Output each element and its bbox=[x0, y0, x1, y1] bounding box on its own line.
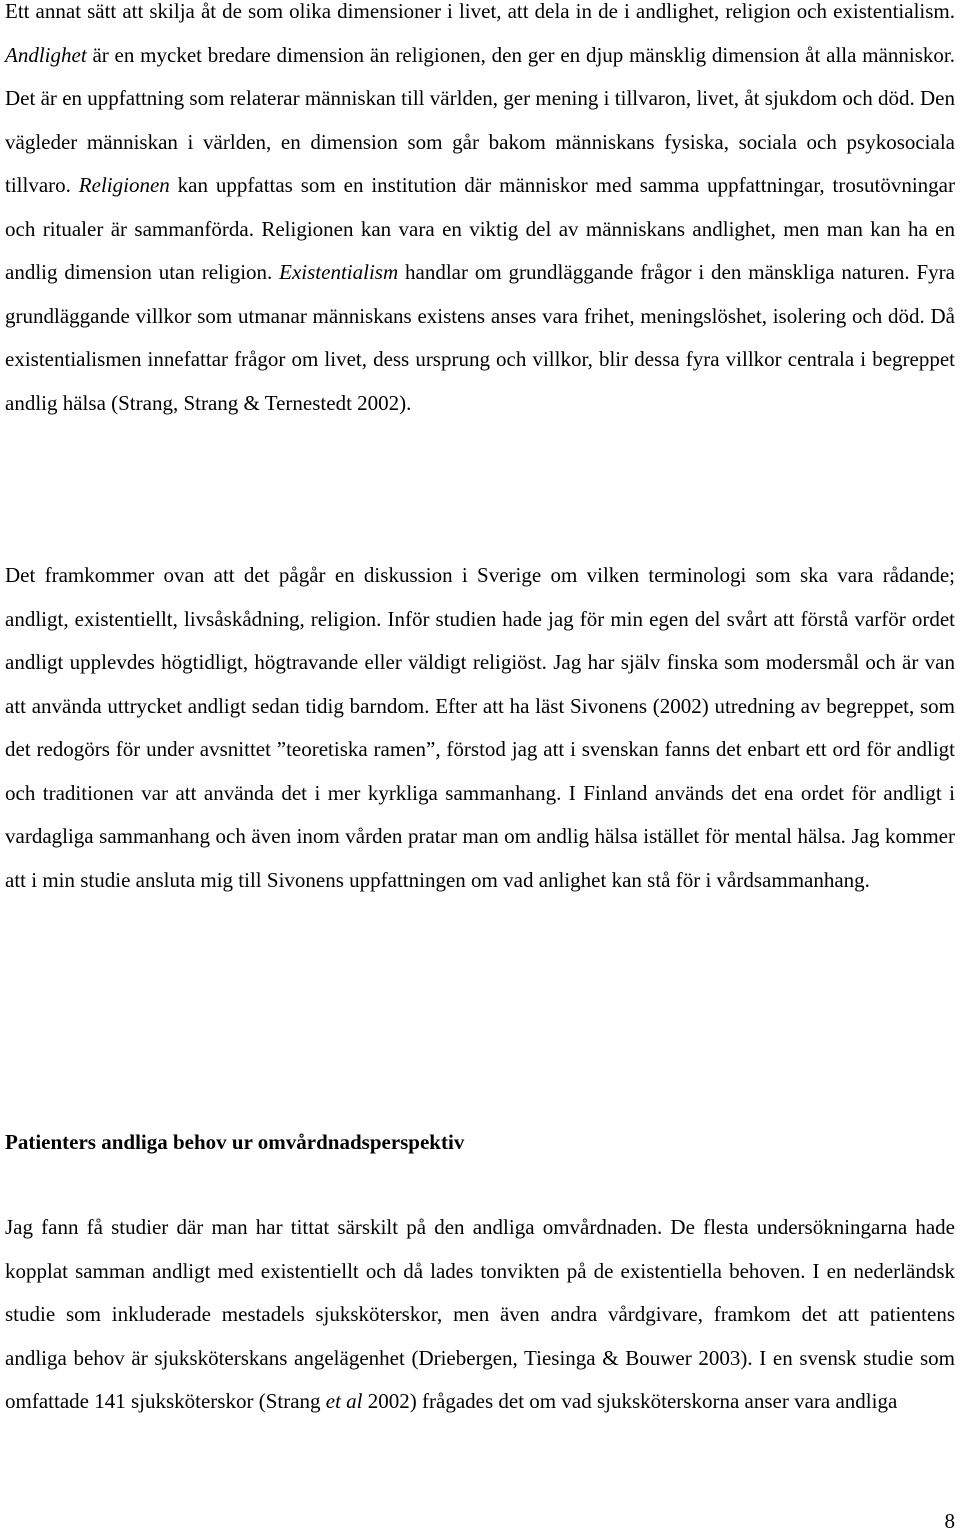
text-run: Det framkommer ovan att det pågår en diskussion i Sverige om vilken terminologi som ska vara rådande; andligt, existentiellt, livsåskådning, religion. Inför studien hade jag för min egen del svårt att förstå varför ordet andligt upplevdes högtidligt, högtravande eller väldigt religiöst. Jag har själv finska som modersmål och är van att använda uttrycket andligt sedan tidig barndom. Efter att ha läst Sivonens (2002) utredning av begreppet, som det redogörs för under avsnittet ”teoretiska ramen”, förstod jag att i svenskan fanns det enbart ett ord för andligt och traditionen var att använda det i mer kyrkliga sammanhang. I Finland används det ena ordet för andligt i vardagliga sammanhang och även inom vården pratar man om andlig hälsa istället för mental hälsa. Jag kommer att i min studie ansluta mig till Sivonens uppfattningen om vad anlighet kan stå för i vårdsammanhang. bbox=[5, 563, 955, 892]
paragraph-andliga-behov bbox=[5, 1206, 955, 1424]
text-run: Jag fann få studier där man har tittat särskilt på den andliga omvårdnaden. De flesta undersökningarna hade kopplat samman andligt med existentiellt och då lades tonvikten på de existentiella behoven. I en nederländsk studie som inkluderade mestadels sjuksköterskor, men även andra vårdgivare, framkom det att patientens andliga behov är sjuksköterskans angelägenhet (Driebergen, Tiesinga & Bouwer 2003). I en svensk studie som omfattade 141 sjuksköterskor (Strang bbox=[5, 1215, 955, 1413]
section-heading: Patienters andliga behov ur omvårdnadsperspektiv bbox=[5, 1130, 465, 1154]
text-run: Ett annat sätt att skilja åt de som olika dimensioner i livet, att dela in de i andlighet, religion och existentialism. bbox=[5, 0, 955, 23]
italic-term: Existentialism bbox=[279, 260, 399, 284]
page-number: 8 bbox=[944, 1509, 955, 1533]
italic-term: et al bbox=[325, 1389, 363, 1413]
text-run: är en mycket bredare dimension än religionen, den ger en djup mänsklig dimension åt alla människor. Det är en uppfattning som relaterar människan till världen, ger mening i tillvaron, livet, åt sjukdom och död. Den vägleder människan i världen, en dimension som går bakom människans fysiska, sociala och psykosociala tillvaro. bbox=[5, 42, 955, 197]
paragraph-terminologi bbox=[5, 554, 955, 902]
paragraph-andlighet-religion-existentialism bbox=[5, 0, 955, 425]
italic-term: Religionen bbox=[78, 173, 170, 197]
text-run: kan uppfattas som en institution där människor med samma uppfattningar, trosutövningar och ritualer är sammanförda. Religionen kan vara en viktig del av människans andlighet, men man kan ha en andlig dimension utan religion. bbox=[5, 173, 955, 284]
text-run: 2002) frågades det om vad sjuksköterskorna anser vara andliga bbox=[362, 1389, 898, 1413]
italic-term: Andlighet bbox=[5, 42, 87, 67]
text-run: handlar om grundläggande frågor i den mänskliga naturen. Fyra grundläggande villkor som utmanar människans existens anses vara frihet, meningslöshet, isolering och död. Då existentialismen innefattar frågor om livet, dess ursprung och villkor, blir dessa fyra villkor centrala i begreppet andlig hälsa (Strang, Strang & Ternestedt 2002). bbox=[5, 260, 955, 415]
